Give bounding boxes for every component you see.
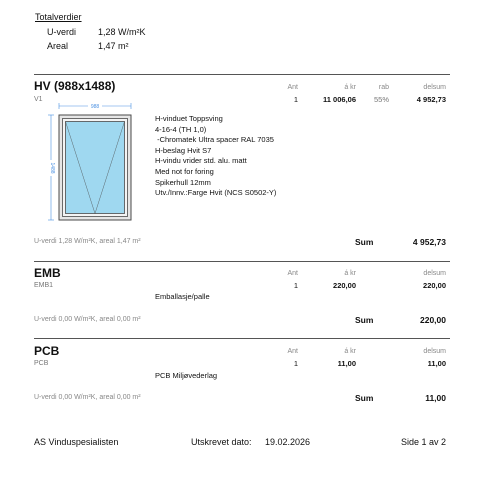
window-drawing <box>44 100 140 225</box>
uverdi-value: 1,28 W/m²K <box>98 27 146 37</box>
height-dimension <box>48 115 56 220</box>
col-header-rab: rab <box>378 84 389 91</box>
section-title: HV (988x1488) <box>34 79 116 93</box>
footer-printed-label: Utskrevet dato: <box>191 437 252 447</box>
col-header-delsum: delsum <box>423 270 446 277</box>
line-unit-price: 11 006,06 <box>323 95 356 104</box>
section-divider <box>34 261 450 262</box>
line-subtotal: 11,00 <box>427 359 446 368</box>
col-header-ant: Ant <box>287 348 298 355</box>
footer-page: Side 1 av 2 <box>400 437 446 447</box>
col-header-akr: á kr <box>344 270 356 277</box>
width-label: 988 <box>90 104 100 110</box>
col-header-delsum: delsum <box>423 84 446 91</box>
line-ant: 1 <box>293 281 298 290</box>
sum-label: Sum <box>355 237 374 247</box>
product-description: H-vinduet Toppsving 4-16-4 (TH 1,0) -Chromatek Ultra spacer RAL 7035 H-beslag Hvit S7 H-vindu vrider std. alu. matt Med not for foring Spikerhull 12mm Utv./Innv.:Farge Hvit (NCS S0502-Y) <box>155 114 277 198</box>
line-unit-price: 11,00 <box>337 359 356 368</box>
window-glass <box>66 122 125 214</box>
line-unit-price: 220,00 <box>333 281 356 290</box>
width-dimension <box>59 103 131 111</box>
window-frame <box>59 115 131 220</box>
line-ant: 1 <box>293 359 298 368</box>
line-subtotal: 220,00 <box>423 281 446 290</box>
sum-value: 11,00 <box>425 393 446 403</box>
footer-printed-date: 19.02.2026 <box>265 437 311 447</box>
sum-label: Sum <box>355 315 374 325</box>
line-ant: 1 <box>293 95 298 104</box>
sum-label: Sum <box>355 393 374 403</box>
section-uverdi-text: U-verdi 0,00 W/m²K, areal 0,00 m² <box>34 316 141 323</box>
section-code: PCB <box>34 360 49 367</box>
areal-value: 1,47 m² <box>98 41 129 51</box>
line-discount: 55% <box>373 95 389 104</box>
product-description: PCB Miljøvederlag <box>155 371 218 380</box>
section-uverdi-text: U-verdi 0,00 W/m²K, areal 0,00 m² <box>34 394 141 401</box>
section-divider <box>34 74 450 75</box>
section-uverdi-text: U-verdi 1,28 W/m²K, areal 1,47 m² <box>34 238 141 245</box>
col-header-ant: Ant <box>287 84 298 91</box>
totals-title: Totalverdier <box>35 12 82 22</box>
sum-value: 4 952,73 <box>412 237 446 247</box>
section-divider <box>34 338 450 339</box>
col-header-akr: á kr <box>344 348 356 355</box>
col-header-akr: á kr <box>344 84 356 91</box>
section-code: V1 <box>34 96 43 103</box>
sum-value: 220,00 <box>420 315 446 325</box>
section-title: EMB <box>34 266 61 280</box>
col-header-delsum: delsum <box>423 348 446 355</box>
line-subtotal: 4 952,73 <box>416 95 446 104</box>
section-title: PCB <box>34 344 60 358</box>
product-description: Emballasje/palle <box>155 292 210 301</box>
uverdi-label: U-verdi <box>47 27 77 37</box>
height-label: 1488 <box>49 162 55 174</box>
footer-company: AS Vinduspesialisten <box>34 437 119 447</box>
section-code: EMB1 <box>34 282 54 289</box>
col-header-ant: Ant <box>287 270 298 277</box>
areal-label: Areal <box>47 41 69 51</box>
